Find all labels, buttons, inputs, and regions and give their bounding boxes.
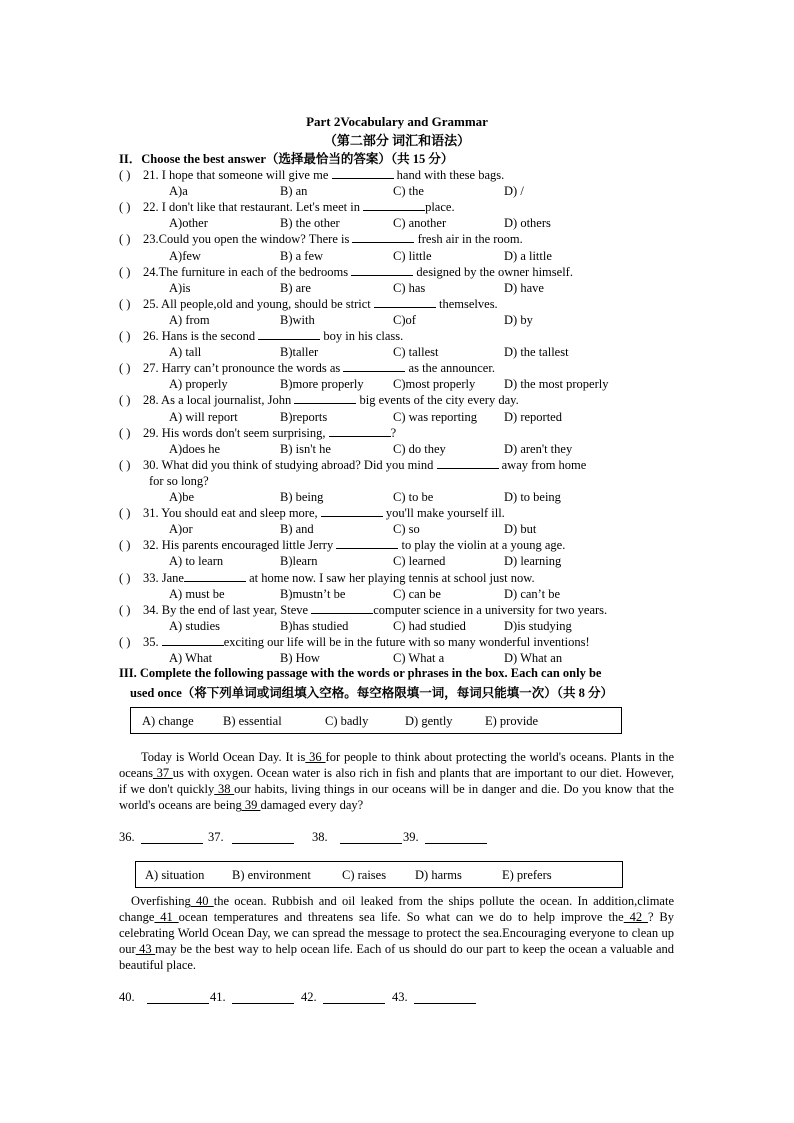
option-c[interactable]: C) had studied [393,618,466,633]
question-text: 31. You should eat and sleep more, [143,506,321,521]
passage-text: the ocean. Rubbish and oil leaked from the ships pollute the ocean. In addition,climate change [119,894,675,924]
fill-blank[interactable] [329,425,391,437]
fill-blank[interactable] [352,231,414,243]
answer-blank[interactable] [425,832,487,844]
option-c[interactable]: C)most properly [393,377,476,392]
question-text: 27. Harry can’t pronounce the words as [143,361,344,376]
answer-parentheses[interactable]: ( ) [119,232,131,247]
option-d[interactable]: D) What an [504,651,563,665]
option-row [169,344,689,360]
option-b[interactable]: B) being [280,490,324,504]
question-text: fresh air in the room. [414,232,523,247]
question-stem [119,231,523,247]
question-text: 35. [143,634,162,649]
fill-blank[interactable] [311,602,373,614]
blank-43[interactable]: 43 [135,942,156,956]
question-text: 34. By the end of last year, Steve [143,602,312,617]
section-3-heading-line1: III. Complete the following passage with the words or phrases in the box. Each can only be [119,666,602,680]
word-option: A) change [142,714,194,728]
fill-blank[interactable] [437,457,499,469]
question-text: 26. Hans is the second [143,329,259,343]
word-option: B) essential [223,714,282,728]
fill-blank[interactable] [184,570,246,582]
question-text: 28. As a local journalist, John [143,393,295,408]
blank-38[interactable]: 38 [214,782,235,796]
option-d[interactable]: D) aren't they [504,441,573,456]
answer-blank[interactable] [414,992,476,1004]
answer-label: 42. [301,990,317,1004]
fill-blank[interactable] [351,264,413,276]
section-3-heading-line2: used once（将下列单词或词组填入空格。每空格限填一词，每词只能填一次）（共 8 分） [130,686,613,700]
option-c[interactable]: C) little [393,248,432,263]
question-text: themselves. [435,296,498,311]
option-c[interactable]: C) can be [393,586,441,601]
passage-text: ? By celebrating World Ocean Day, we can spread the message to protect the sea.Encouraging everyone to clean up our [119,910,675,956]
option-row [169,376,689,392]
answer-row-1 [119,829,519,845]
answer-parentheses[interactable]: ( ) [119,425,131,440]
question-text: 24.The furniture in each of the bedrooms [143,264,352,279]
option-d[interactable]: D) / [504,184,524,199]
fill-blank[interactable] [321,505,383,517]
option-b[interactable]: B)learn [280,554,318,569]
option-b[interactable]: B) isn't he [280,441,331,456]
blank-37[interactable]: 37 [153,766,173,780]
option-b[interactable]: B) the other [280,216,340,231]
answer-parentheses[interactable]: ( ) [119,264,131,279]
option-c[interactable]: C) do they [393,441,446,456]
option-c[interactable]: C) learned [393,554,446,569]
question-text: at home now. I saw her playing tennis at school just now. [245,570,535,585]
option-row [169,441,689,457]
option-d[interactable]: D) have [504,280,544,295]
option-row [169,586,689,602]
answer-parentheses[interactable]: ( ) [119,634,131,649]
answer-blank[interactable] [232,992,294,1004]
fill-blank[interactable] [343,360,405,372]
question-stem [119,634,590,650]
question-text: ? [390,425,397,440]
answer-parentheses[interactable]: ( ) [119,200,131,215]
option-row [169,650,689,666]
question-stem [119,264,573,280]
answer-label: 43. [392,990,408,1004]
passage-text: for people to think about protecting the world's oceans. Plants in the oceans [119,750,675,780]
question-stem [119,360,495,376]
option-b[interactable]: B)has studied [280,618,349,633]
answer-blank[interactable] [323,992,385,1004]
option-d[interactable]: D) can’t be [504,586,560,601]
answer-parentheses[interactable]: ( ) [119,329,131,343]
option-b[interactable]: B)mustn’t be [280,586,346,601]
answer-parentheses[interactable]: ( ) [119,457,131,472]
word-option: B) environment [232,868,311,882]
answer-label: 37. [208,830,224,844]
question-text: computer science in a university for two years. [373,602,608,617]
question-text: 25. All people,old and young, should be strict [143,296,374,311]
passage-text: may be the best way to help ocean life. Each of us should do our part to keep the ocean a valuable and beautiful place. [119,942,674,972]
fill-blank[interactable] [294,392,356,404]
option-d[interactable]: D) a little [504,248,552,263]
option-c[interactable]: C) was reporting [393,409,478,424]
option-a[interactable]: A)a [169,184,188,199]
option-a[interactable]: A) properly [169,377,228,392]
option-d[interactable]: D) the most properly [504,377,609,392]
option-row [169,489,689,505]
fill-blank[interactable] [336,537,398,549]
question-text: 21. I hope that someone will give me [143,168,332,182]
question-stem [119,570,535,586]
question-stem [119,328,403,344]
answer-label: 39. [403,830,419,844]
question-stem [119,457,586,473]
option-d[interactable]: D) the tallest [504,345,569,360]
word-option: C) raises [342,868,387,882]
option-row [169,521,689,537]
word-option: D) harms [415,868,462,882]
question-text: 32. His parents encouraged little Jerry [143,538,337,553]
word-option: E) provide [485,714,539,728]
answer-parentheses[interactable]: ( ) [119,361,131,376]
question-text: to play the violin at a young age. [398,538,566,553]
fill-blank[interactable] [363,199,425,211]
answer-label: 41. [210,990,226,1004]
question-text: 29. His words don't seem surprising, [143,425,329,440]
question-stem [119,392,519,408]
option-a[interactable]: A)is [169,280,191,295]
passage-1 [119,749,674,813]
option-row [169,312,689,328]
word-option: E) prefers [502,868,552,882]
question-text: hand with these bags. [393,168,505,182]
blank-40[interactable]: 40 [190,894,214,908]
option-row [169,215,689,231]
option-a[interactable]: A)few [169,248,201,263]
option-a[interactable]: A) studies [169,618,221,633]
answer-blank[interactable] [340,832,402,844]
option-d[interactable]: D) to being [504,490,561,504]
option-a[interactable]: A)or [169,522,193,537]
answer-label: 36. [119,830,135,844]
answer-parentheses[interactable]: ( ) [119,570,131,585]
option-row [169,553,689,569]
answer-blank[interactable] [141,832,203,844]
option-b[interactable]: B) and [280,522,314,537]
fill-blank[interactable] [162,634,224,646]
question-text: boy in his class. [320,329,404,343]
question-text: as the announcer. [405,361,495,376]
option-a[interactable]: A) to learn [169,554,224,569]
option-b[interactable]: B) are [280,280,311,295]
option-b[interactable]: B)more properly [280,377,364,392]
option-row [169,618,689,634]
question-text: 33. Jane [143,570,184,585]
answer-blank[interactable] [147,992,209,1004]
option-a[interactable]: A)other [169,216,208,231]
option-row [169,409,689,425]
question-text: big events of the city every day. [356,393,519,408]
question-text: 22. I don't like that restaurant. Let's meet in [143,200,364,215]
word-option: C) badly [325,714,369,728]
question-text: you'll make yourself ill. [382,506,505,521]
answer-blank[interactable] [232,832,294,844]
fill-blank[interactable] [374,296,436,308]
section-2-heading: II．Choose the best answer（选择最恰当的答案）（共 15 分） [119,152,454,166]
option-row [169,248,689,264]
blank-39[interactable]: 39 [241,798,261,812]
word-box-1 [130,707,622,734]
answer-label: 38. [312,830,328,844]
part-title: Part 2Vocabulary and Grammar [306,114,488,129]
option-c[interactable]: C) the [393,184,424,199]
word-option: D) gently [405,714,453,728]
passage-text: damaged every day? [260,798,364,812]
option-d[interactable]: D) reported [504,409,562,424]
answer-label: 40. [119,990,135,1004]
option-d[interactable]: D) learning [504,554,562,569]
option-b[interactable]: B) an [280,184,308,199]
option-d[interactable]: D) but [504,522,537,537]
question-text: 30. What did you think of studying abroad? Did you mind [143,457,437,472]
passage-text: ocean temperatures and threatens sea life. So what can we do to help improve the [178,910,624,924]
answer-parentheses[interactable]: ( ) [119,506,131,521]
word-option: A) situation [145,868,205,882]
question-text: place. [425,200,455,215]
option-c[interactable]: C) tallest [393,345,439,360]
question-text: exciting our life will be in the future with so many wonderful inventions! [223,634,590,649]
answer-row-2 [119,989,519,1005]
answer-parentheses[interactable]: ( ) [119,168,131,182]
question-text-continued: for so long? [149,473,209,488]
question-stem [119,167,504,183]
question-text: designed by the owner himself. [413,264,573,279]
part-subtitle: （第二部分 词汇和语法） [323,133,471,148]
option-b[interactable]: B)reports [280,409,328,424]
answer-parentheses[interactable]: ( ) [119,602,131,617]
passage-text: Overfishing [131,894,191,908]
option-a[interactable]: A) What [169,651,213,665]
option-b[interactable]: B) a few [280,248,324,263]
option-c[interactable]: C) so [393,522,420,537]
passage-text: our habits, living things in our oceans will be in danger and die. Do you know that the world's oceans are being [119,782,674,812]
blank-41[interactable]: 41 [154,910,179,924]
answer-parentheses[interactable]: ( ) [119,538,131,553]
question-stem [119,425,396,441]
answer-parentheses[interactable]: ( ) [119,296,131,311]
option-c[interactable]: C) to be [393,490,434,504]
option-a[interactable]: A)be [169,490,194,504]
option-a[interactable]: A)does he [169,441,221,456]
question-text: 23.Could you open the window? There is [143,232,353,247]
option-d[interactable]: D) others [504,216,551,231]
blank-42[interactable]: 42 [623,910,648,924]
option-b[interactable]: B)with [280,312,315,327]
option-d[interactable]: D)is studying [504,618,572,633]
question-stem [119,602,607,618]
option-a[interactable]: A) from [169,312,210,327]
option-d[interactable]: D) by [504,312,533,327]
option-row [169,183,689,199]
question-stem [119,296,498,312]
fill-blank[interactable] [332,167,394,179]
option-a[interactable]: A) must be [169,586,225,601]
option-row [169,280,689,296]
passage-text: Today is World Ocean Day. It is [141,750,306,764]
question-stem [119,505,505,521]
option-c[interactable]: C) What a [393,651,445,665]
word-box-2 [135,861,623,888]
passage-2 [119,893,674,973]
passage-text: us with oxygen. Ocean water is also rich in fish and plants that are important to our diet. However, if we don't quickly [119,766,674,796]
option-b[interactable]: B)taller [280,345,319,360]
fill-blank[interactable] [258,328,320,340]
question-stem [119,199,455,215]
option-c[interactable]: C) another [393,216,447,231]
option-b[interactable]: B) How [280,651,320,665]
answer-parentheses[interactable]: ( ) [119,393,131,408]
option-c[interactable]: C)of [393,312,416,327]
question-stem [119,537,565,553]
option-c[interactable]: C) has [393,280,426,295]
question-text: away from home [498,457,587,472]
option-a[interactable]: A) will report [169,409,238,424]
option-a[interactable]: A) tall [169,345,202,360]
blank-36[interactable]: 36 [305,750,326,764]
